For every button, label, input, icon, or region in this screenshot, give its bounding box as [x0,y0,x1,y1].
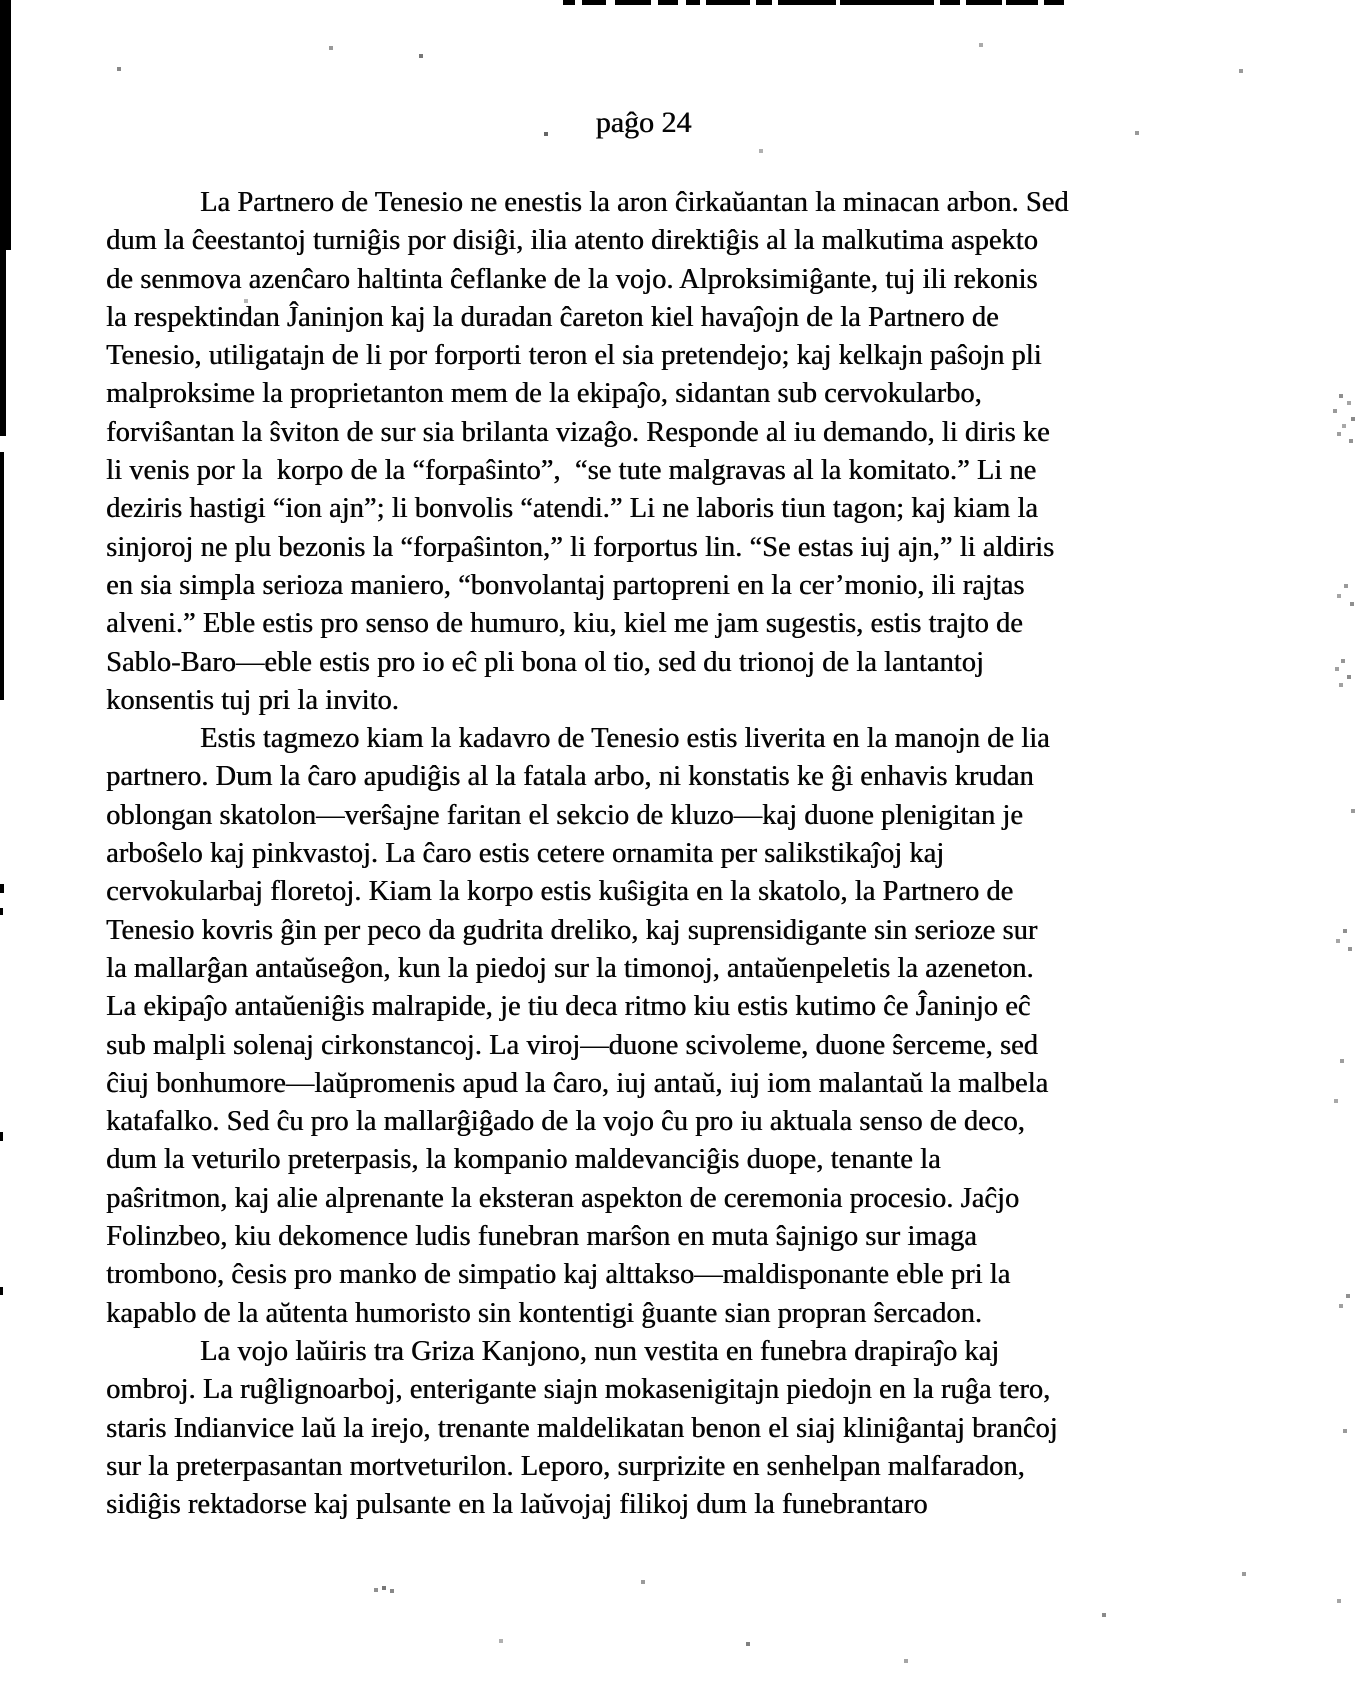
text-line: dum la ĉeestantoj turniĝis por disiĝi, ilia atento direktiĝis al la malkutima aspekto [106,225,1038,257]
paragraph [106,184,1181,720]
scan-edge-speck [0,1287,3,1295]
paragraph [106,720,1181,1333]
text-line: Sablo-Baro—eble estis pro io eĉ pli bona ol tio, sed du trionoj de la lantantoj [106,646,984,678]
text-line: la mallarĝan antaŭseĝon, kun la piedoj sur la timonoj, antaŭenpeletis la azeneton. [106,952,1034,984]
text-line: forviŝantan la ŝviton de sur sia brilanta vizaĝo. Responde al iu demando, li diris ke [106,416,1050,448]
text-line: sinjoroj ne plu bezonis la “forpaŝinton,” li forportus lin. “Se estas iuj ajn,” li aldiris [106,531,1055,563]
text-line: La Partnero de Tenesio ne enestis la aron ĉirkaŭantan la minacan arbon. Sed [200,187,1069,218]
scan-top-dash [563,0,575,5]
scan-top-dash [966,0,1002,5]
scan-top-dash [1006,0,1038,5]
text-line: deziris hastigi “ion ajn”; li bonvolis “atendi.” Li ne laboris tiun tagon; kaj kiam la [106,493,1038,525]
scan-top-dash [686,0,700,5]
scan-top-dash [706,0,750,5]
text-line: Tenesio, utiligatajn de li por forporti teron el sia pretendejo; kaj kelkajn paŝojn pli [106,340,1042,372]
text-line: dum la veturilo preterpasis, la kompanio maldevanciĝis duope, tenante la [106,1144,941,1176]
text-line: La vojo laŭiris tra Griza Kanjono, nun vestita en funebra drapiraĵo kaj [200,1335,1000,1367]
scan-top-dash [756,0,772,5]
scan-edge-bar [0,250,6,436]
text-line: Tenesio kovris ĝin per peco da gudrita dreliko, kaj suprensidigante sin serioze sur [106,914,1038,946]
text-line: li venis por la korpo de la “forpaŝinto”, “se tute malgravas al la komitato.” Li ne [106,455,1037,487]
text-line: ombroj. La ruĝlignoarboj, enterigante siajn mokasenigitajn piedojn en la ruĝa tero, [106,1374,1051,1406]
text-line: kapablo de la aŭtenta humoristo sin kontentigi ĝuante sian propran ŝercadon. [106,1297,982,1329]
text-line: staris Indianvice laŭ la irejo, trenante maldelikatan benon el siaj kliniĝantaj branĉoj [106,1412,1058,1444]
page-content [106,104,1181,1524]
text-line: oblongan skatolon—verŝajne faritan el sekcio de kluzo—kaj duone plenigitan je [106,799,1023,831]
text-line: de senmova azenĉaro haltinta ĉeflanke de la vojo. Alproksimiĝante, tuj ili rekonis [106,263,1038,295]
scan-edge-speck [0,884,4,893]
scan-top-dash [658,0,678,5]
text-line: ĉiuj bonhumore—laŭpromenis apud la ĉaro, iuj antaŭ, iuj iom malantaŭ la malbela [106,1067,1049,1099]
text-line: paŝritmon, kaj alie alprenante la eksteran aspekton de ceremonia procesio. Jaĉjo [106,1182,1020,1214]
scan-edge-bar [0,452,4,700]
scan-top-dash [778,0,836,5]
body-text [106,184,1181,1524]
text-line: sidiĝis rektadorse kaj pulsante en la laŭvojaj filikoj dum la funebrantaro [106,1489,928,1521]
scan-top-dash [615,0,651,5]
text-line: cervokularbaj floretoj. Kiam la korpo estis kuŝigita en la skatolo, la Partnero de [106,876,1014,908]
text-line: Estis tagmezo kiam la kadavro de Tenesio estis liverita en la manojn de lia [200,723,1050,755]
text-line: trombono, ĉesis pro manko de simpatio kaj alttakso—maldisponante eble pri la [106,1259,1011,1291]
scan-top-dash [582,0,606,5]
scan-top-dash [940,0,960,5]
text-line: sub malpli solenaj cirkonstancoj. La viroj—duone scivoleme, duone ŝerceme, sed [106,1029,1038,1061]
paragraph [106,1333,1181,1524]
scan-top-dash [840,0,934,5]
text-line: la respektindan Ĵaninjon kaj la duradan ĉareton kiel havaĵojn de la Partnero de [106,301,999,333]
text-line: La ekipaĵo antaŭeniĝis malrapide, je tiu deca ritmo kiu estis kutimo ĉe Ĵaninjo eĉ [106,991,1031,1023]
text-line: sur la preterpasantan mortveturilon. Leporo, surprizite en senhelpan malfaradon, [106,1450,1025,1482]
text-line: konsentis tuj pri la invito. [106,684,399,716]
scan-edge-speck [0,1132,3,1141]
text-line: Folinzbeo, kiu dekomence ludis funebran marŝon en muta ŝajnigo sur imaga [106,1221,977,1253]
text-line: alveni.” Eble estis pro senso de humuro, kiu, kiel me jam sugestis, estis trajto de [106,608,1023,640]
text-line: partnero. Dum la ĉaro apudiĝis al la fatala arbo, ni konstatis ke ĝi enhavis krudan [106,761,1034,793]
page-number-header: paĝo 24 [595,106,692,139]
scan-edge-bar [0,0,11,250]
text-line: arboŝelo kaj pinkvastoj. La ĉaro estis cetere ornamita per salikstikaĵoj kaj [106,838,945,870]
scan-edge-speck [0,908,3,915]
scan-top-dash [1044,0,1064,5]
text-line: en sia simpla serioza maniero, “bonvolantaj partopreni en la cer’monio, ili rajtas [106,569,1025,601]
scan-speckles [0,0,2,2]
text-line: katafalko. Sed ĉu pro la mallarĝiĝado de la vojo ĉu pro iu aktuala senso de deco, [106,1106,1025,1138]
text-line: malproksime la proprietanton mem de la ekipaĵo, sidantan sub cervokularbo, [106,378,982,410]
